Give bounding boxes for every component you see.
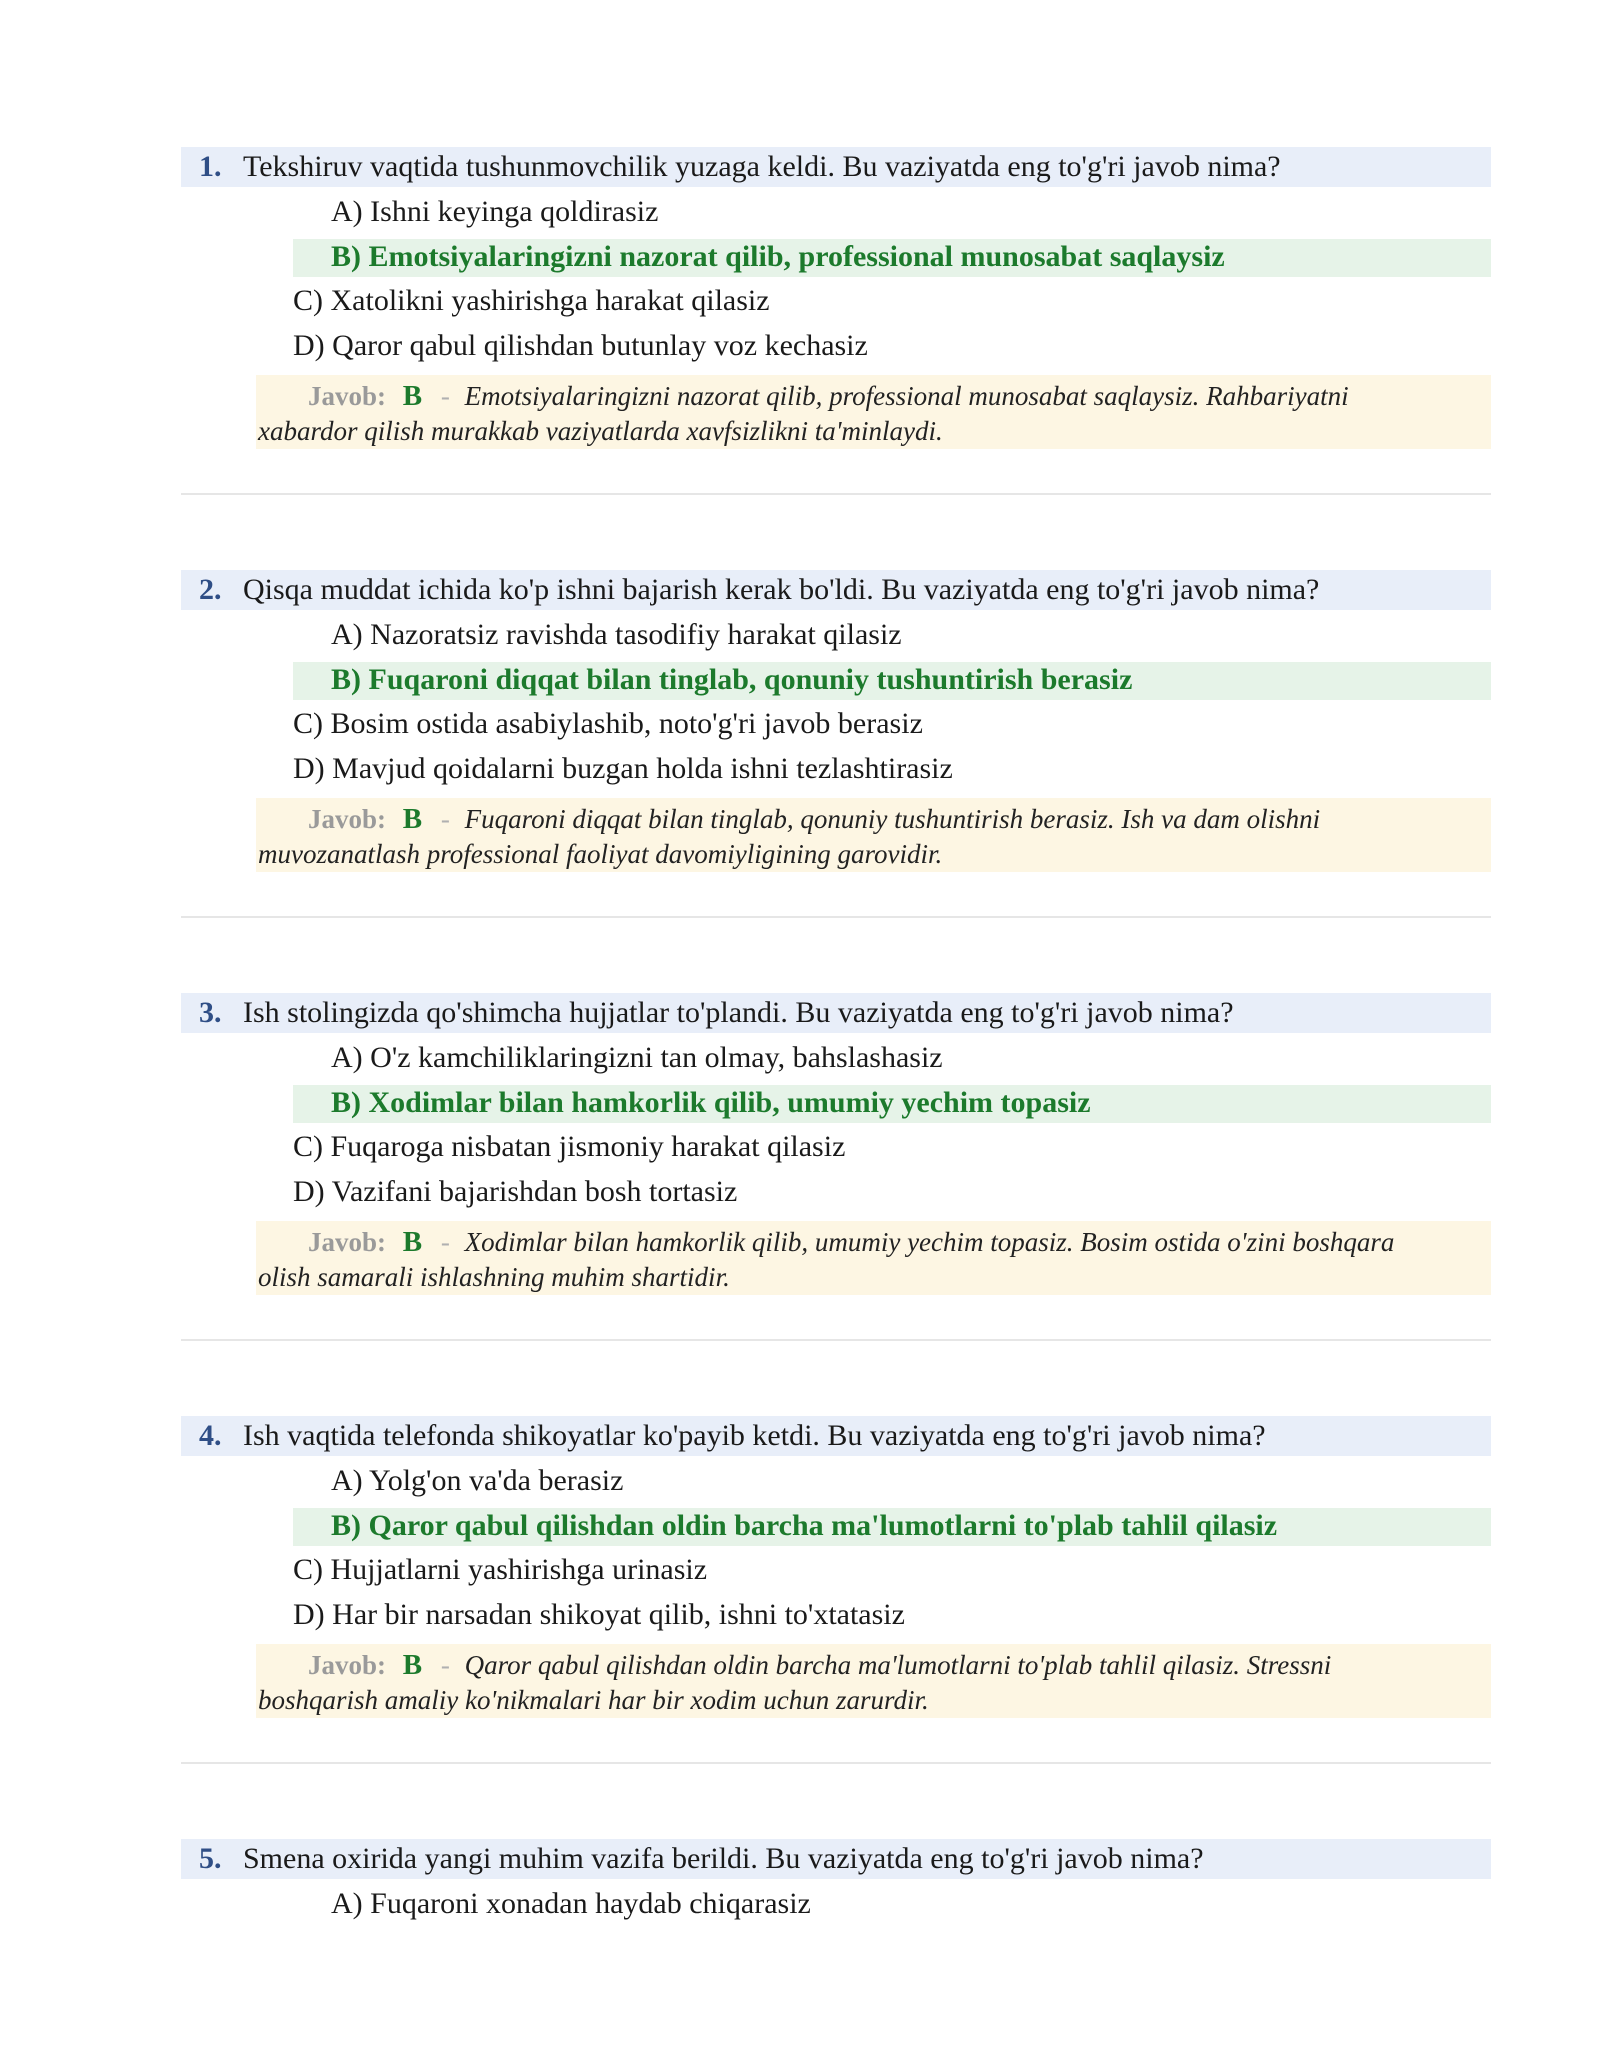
option-b-label: B) Qaror qabul qilishdan oldin barcha ma'lumotlarni to'plab tahlil qilasiz [331, 1509, 1278, 1542]
question-text: Ish stolingizda qo'shimcha hujjatlar to'plandi. Bu vaziyatda eng to'g'ri javob nima? [243, 996, 1234, 1029]
question-number: 5. [199, 1842, 222, 1875]
answer-dash: - [440, 1227, 450, 1257]
option-a: A) Nazoratsiz ravishda tasodifiy harakat qilasiz [331, 618, 902, 651]
answer-label: Javob: [308, 1227, 387, 1257]
question-text: Tekshiruv vaqtida tushunmovchilik yuzaga keldi. Bu vaziyatda eng to'g'ri javob nima? [243, 150, 1281, 183]
question-header [181, 1839, 1491, 1879]
answer-letter: B [402, 1226, 423, 1258]
question-header [181, 993, 1491, 1033]
answer-explanation-line1: Xodimlar bilan hamkorlik qilib, umumiy yechim topasiz. Bosim ostida o'zini boshqara [464, 1227, 1395, 1257]
option-d: D) Mavjud qoidalarni buzgan holda ishni tezlashtirasiz [293, 752, 953, 785]
question-text: Smena oxirida yangi muhim vazifa berildi. Bu vaziyatda eng to'g'ri javob nima? [243, 1842, 1204, 1875]
divider [181, 916, 1491, 918]
option-c: C) Bosim ostida asabiylashib, noto'g'ri javob berasiz [293, 707, 923, 740]
answer-box [256, 1221, 1491, 1295]
answer-label: Javob: [308, 381, 387, 411]
option-b-label: B) Xodimlar bilan hamkorlik qilib, umumiy yechim topasiz [331, 1086, 1091, 1119]
answer-letter: B [402, 380, 423, 412]
question-header [181, 1416, 1491, 1456]
question-number: 1. [199, 150, 222, 183]
option-a: A) Ishni keyinga qoldirasiz [331, 195, 659, 228]
answer-dash: - [440, 381, 450, 411]
question-text: Ish vaqtida telefonda shikoyatlar ko'payib ketdi. Bu vaziyatda eng to'g'ri javob nima? [243, 1419, 1266, 1452]
answer-label: Javob: [308, 1650, 387, 1680]
divider [181, 1339, 1491, 1341]
divider [181, 1762, 1491, 1764]
option-a: A) Fuqaroni xonadan haydab chiqarasiz [331, 1887, 811, 1920]
option-a: A) Yolg'on va'da berasiz [331, 1464, 624, 1497]
option-d: D) Har bir narsadan shikoyat qilib, ishni to'xtatasiz [293, 1598, 905, 1631]
option-b-correct [293, 1508, 1491, 1546]
question-header [181, 147, 1491, 187]
answer-line [308, 803, 1320, 836]
option-b-label: B) Fuqaroni diqqat bilan tinglab, qonuniy tushuntirish berasiz [331, 663, 1133, 696]
divider [181, 493, 1491, 495]
answer-explanation-line2: muvozanatlash professional faoliyat davomiyligining garovidir. [258, 839, 943, 869]
option-c: C) Hujjatlarni yashirishga urinasiz [293, 1553, 708, 1586]
option-d: D) Vazifani bajarishdan bosh tortasiz [293, 1175, 738, 1208]
answer-explanation-line2: olish samarali ishlashning muhim shartidir. [258, 1262, 730, 1292]
answer-dash: - [440, 804, 450, 834]
answer-explanation-line2: boshqarish amaliy ko'nikmalari har bir xodim uchun zarurdir. [258, 1685, 929, 1715]
answer-box [256, 798, 1491, 872]
answer-box [256, 1644, 1491, 1718]
option-a: A) O'z kamchiliklaringizni tan olmay, bahslashasiz [331, 1041, 943, 1074]
answer-line [308, 1649, 1331, 1682]
answer-box [256, 375, 1491, 449]
answer-explanation-line2: xabardor qilish murakkab vaziyatlarda xavfsizlikni ta'minlaydi. [258, 416, 943, 446]
answer-letter: B [402, 803, 423, 835]
option-b-correct [293, 239, 1491, 277]
answer-label: Javob: [308, 804, 387, 834]
answer-explanation-line1: Emotsiyalaringizni nazorat qilib, professional munosabat saqlaysiz. Rahbariyatni [464, 381, 1349, 411]
option-d: D) Qaror qabul qilishdan butunlay voz kechasiz [293, 329, 868, 362]
answer-line [308, 380, 1349, 413]
answer-line [308, 1226, 1394, 1259]
answer-letter: B [402, 1649, 423, 1681]
question-number: 2. [199, 573, 222, 606]
answer-dash: - [440, 1650, 450, 1680]
question-header [181, 570, 1491, 610]
question-number: 4. [199, 1419, 222, 1452]
answer-explanation-line1: Fuqaroni diqqat bilan tinglab, qonuniy tushuntirish berasiz. Ish va dam olishni [464, 804, 1321, 834]
question-text: Qisqa muddat ichida ko'p ishni bajarish kerak bo'ldi. Bu vaziyatda eng to'g'ri javob nima? [243, 573, 1320, 606]
answer-explanation-line1: Qaror qabul qilishdan oldin barcha ma'lumotlarni to'plab tahlil qilasiz. Stressni [464, 1650, 1332, 1680]
option-c: C) Xatolikni yashirishga harakat qilasiz [293, 284, 770, 317]
option-b-correct [293, 662, 1491, 700]
option-b-correct [293, 1085, 1491, 1123]
question-number: 3. [199, 996, 222, 1029]
option-c: C) Fuqaroga nisbatan jismoniy harakat qilasiz [293, 1130, 846, 1163]
option-b-label: B) Emotsiyalaringizni nazorat qilib, professional munosabat saqlaysiz [331, 240, 1225, 273]
